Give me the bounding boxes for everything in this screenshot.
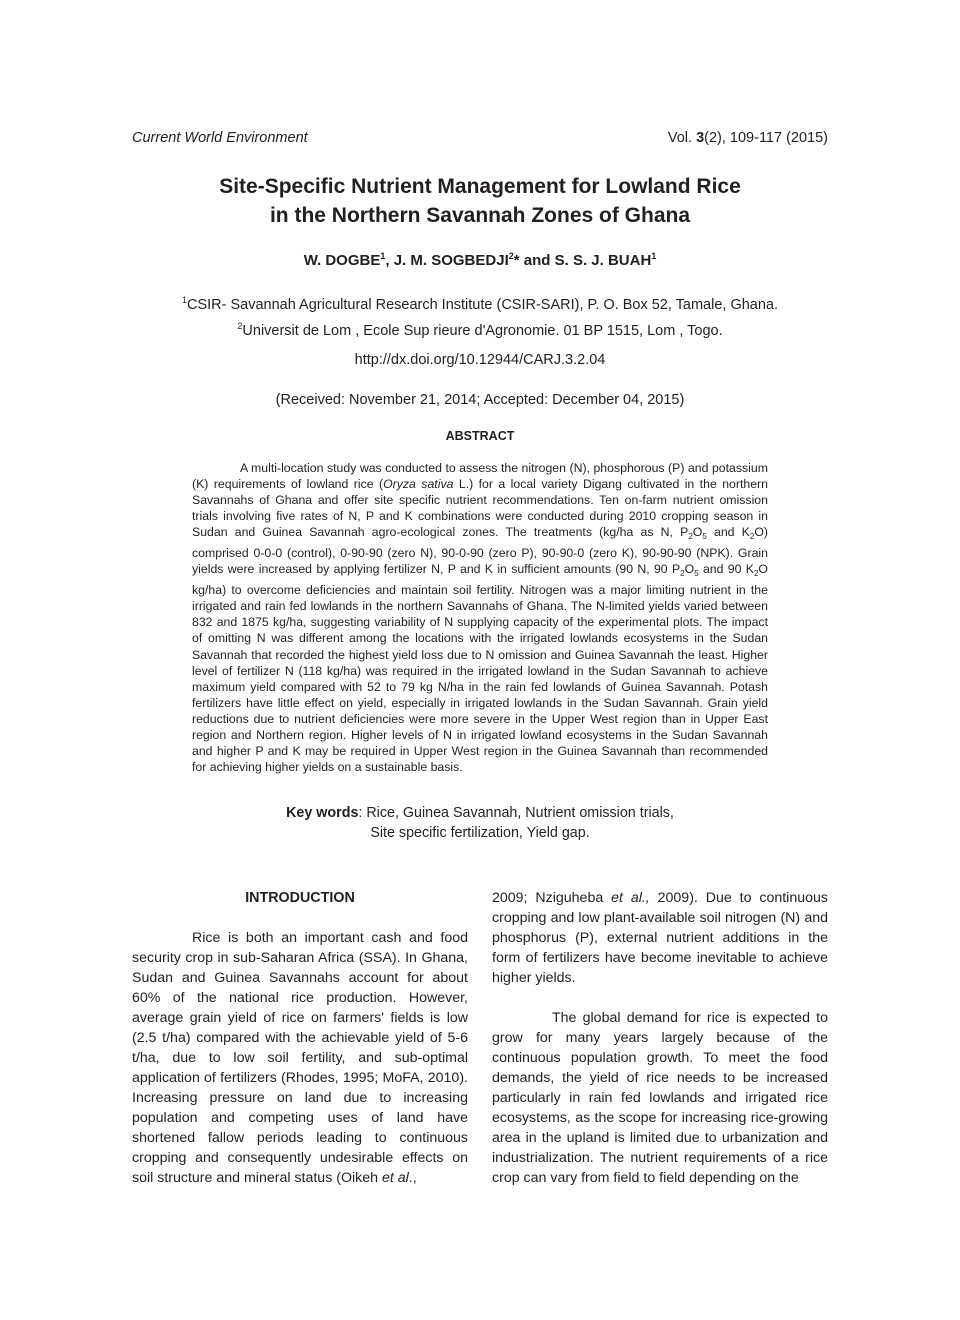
doi-link[interactable]: http://dx.doi.org/10.12944/CARJ.3.2.04 — [354, 352, 606, 368]
keywords: Key words: Rice, Guinea Savannah, Nutrient omission trials, Site specific fertilization, Yield gap. — [286, 805, 674, 841]
introduction-heading: INTRODUCTION — [245, 890, 355, 906]
abstract-heading: ABSTRACT — [445, 429, 515, 443]
left-column — [132, 888, 468, 1188]
affiliations — [100, 290, 860, 342]
title-line-1: Site-Specific Nutrient Management for Lowland Rice — [219, 175, 741, 198]
right-column — [492, 888, 828, 1188]
intro-paragraph-1-cont: 2009; Nziguheba et al., 2009). Due to continuous cropping and low plant-available soil nitrogen (N) and phosphorus (P), external nutrient additions in the form of fertilizers have become inevitable to achieve higher yields. — [492, 890, 828, 986]
affiliation-2: $^2$Universit de Lom , Ecole Sup rieure d'Agronomie. 01 BP 1515, Lom , Togo. — [237, 320, 723, 339]
intro-paragraph-1: Rice is both an important cash and food security crop in sub-Saharan Africa (SSA). In Ghana, Sudan and Guinea Savannahs account for about 60% of the national rice production. However, average grain yield of rice on farmers' fields is low (2.5 t/ha) compared with the achievable yield of 5-6 t/ha, due to low soil fertility, and sub-optimal application of fertilizers (Rhodes, 1995; MoFA, 2010). Increasing pressure on land due to increasing population and competing uses of land have shortened fallow periods leading to continuous cropping and consequently undesirable effects on soil structure and mineral status (Oikeh et al., — [132, 930, 468, 1186]
affiliation-1: $^1$CSIR- Savannah Agricultural Research Institute (CSIR-SARI), P. O. Box 52, Tamale, Ghana. — [181, 295, 779, 313]
title-line-2: in the Northern Savannah Zones of Ghana — [269, 204, 691, 227]
intro-paragraph-2: The global demand for rice is expected to grow for many years largely because of the continuous population growth. To meet the food demands, the yield of rice needs to be increased particularly in rain fed lowlands and irrigated rice ecosystems, as the scope for increasing rice-growing area in the upland is limited due to urbanization and industrialization. The nutrient requirements of a rice crop can vary from field to field depending on the — [492, 1010, 828, 1186]
journal-name: Current World Environment — [132, 130, 308, 146]
authors: W. DOGBE$^1$, J. M. SOGBEDJI$^2$* and S. S. J. BUAH$^1$ — [303, 251, 657, 269]
received-dates: (Received: November 21, 2014; Accepted: December 04, 2015) — [275, 392, 685, 408]
volume-info: Vol. 3(2), 109-117 (2015) — [667, 130, 828, 146]
paper-title — [100, 172, 860, 230]
abstract-text: A multi-location study was conducted to assess the nitrogen (N), phosphorous (P) and potassium (K) requirements of lowland rice (Oryza sativa L.) for a local variety Digang cultivated in the northern Savannahs of Ghana and offer site specific nutrient recommendations. Ten on-farm nutrient omission trials involving five rates of N, P and K combinations were conducted during 2010 cropping season in Sudan and Guinea Savannah agro-ecological zones. The treatments (kg/ha as N, $P_2O_5$ and $K_2O$) comprised 0-0-0 (control), 0-90-90 (zero N), 90-0-90 (zero P), 90-90-0 (zero K), 90-90-90 (NPK). Grain yields were increased by applying fertilizer N, P and K in sufficient amounts (90 N, 90 $P_2O_5$ and 90 $K_2O$ kg/ha) to overcome deficiencies and maintain soil fertility. Nitrogen was a major limiting nutrient in the irrigated and rain fed lowlands in the northern Savannahs of Ghana. The N-limited yields varied between 832 and 1875 kg/ha, suggesting variability of N supplying capacity of the experimental plots. The impact of omitting N was different among the locations with the irrigated lowlands ecosystems in the Sudan Savannah that recorded the highest yield loss due to N omission and Guinea Savannah the least. Higher level of fertilizer N (118 kg/ha) was required in the irrigated lowland in the Sudan Savannah to achieve maximum yield compared with 52 to 79 kg N/ha in the rain fed lowlands of Guinea Savannah. Potash fertilizers have little effect on yield, especially in irrigated lowlands in the Sudan Savannah. Grain yield reductions due to nutrient deficiencies were more severe in the Upper West region than in Upper East region and Northern region. Higher levels of N in irrigated lowland ecosystems in the Sudan Savannah and higher P and K may be required in Upper West region in the Guinea Savannah than recommended for achieving higher yields on a sustainable basis. — [192, 461, 768, 774]
